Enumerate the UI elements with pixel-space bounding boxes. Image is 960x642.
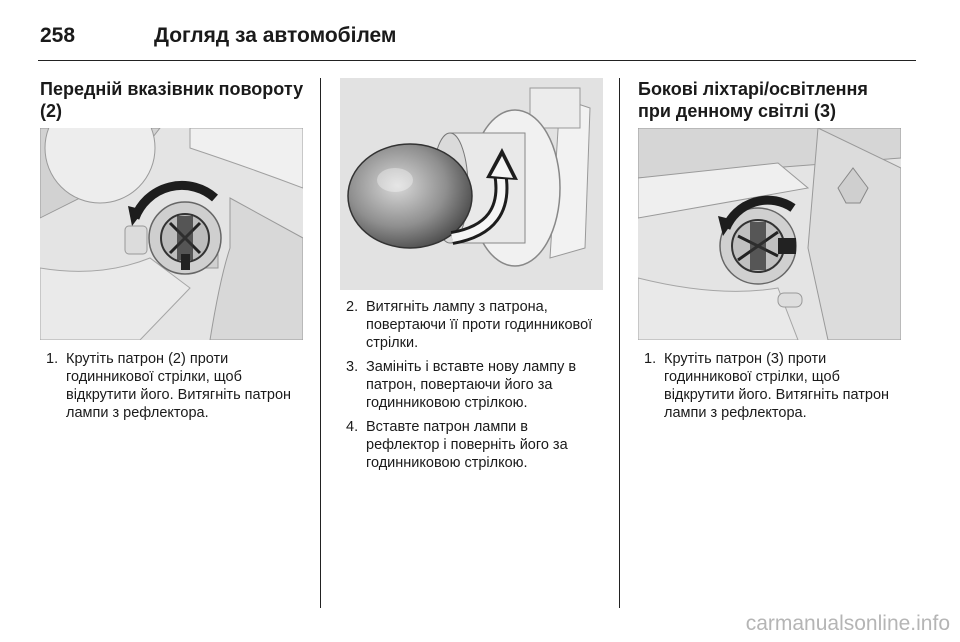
step-text: Крутіть патрон (2) проти годинникової стрілки, щоб відкрутити його. Витягніть патрон лампи з рефлектора. bbox=[66, 351, 292, 421]
step-number: 2. bbox=[346, 299, 359, 315]
list-item bbox=[40, 350, 304, 422]
list-item bbox=[638, 350, 902, 422]
step-text: Витягніть лампу з патрона, повертаючи її проти годинникової стрілки. bbox=[366, 299, 593, 351]
step-number: 1. bbox=[46, 351, 59, 367]
steps-list bbox=[638, 350, 902, 428]
page-header bbox=[38, 14, 916, 61]
figure-front-indicator-socket bbox=[40, 128, 303, 340]
step-number: 4. bbox=[346, 419, 359, 435]
bulb-socket-illustration bbox=[340, 78, 603, 290]
step-text: Замініть і вставте нову лампу в патрон, повертаючи його за годинниковою стрілкою. bbox=[366, 359, 577, 411]
step-text: Крутіть патрон (3) проти годинникової стрілки, щоб відкрутити його. Витягніть патрон лампи з рефлектора. bbox=[664, 351, 890, 421]
steps-list bbox=[340, 298, 604, 478]
column-divider bbox=[619, 78, 620, 608]
side-light-socket-illustration bbox=[638, 128, 901, 340]
headlamp-socket-illustration bbox=[40, 128, 303, 340]
list-item bbox=[340, 418, 604, 472]
column-side-light bbox=[636, 60, 904, 610]
column-front-indicator bbox=[38, 60, 306, 610]
section-heading: Передній вказівник повороту (2) bbox=[40, 79, 304, 121]
list-item bbox=[340, 298, 604, 352]
watermark: carmanualsonline.info bbox=[745, 612, 950, 635]
column-divider bbox=[320, 78, 321, 608]
step-number: 1. bbox=[644, 351, 657, 367]
figure-bulb-removal bbox=[340, 78, 603, 290]
steps-list bbox=[40, 350, 304, 428]
column-bulb-replacement bbox=[338, 60, 606, 610]
step-number: 3. bbox=[346, 359, 359, 375]
page-number: 258 bbox=[40, 24, 76, 47]
step-text: Вставте патрон лампи в рефлектор і поверніть його за годинниковою стрілкою. bbox=[366, 419, 568, 471]
section-heading: Бокові ліхтарі/освітлення при денному світлі (3) bbox=[638, 79, 868, 121]
page-title: Догляд за автомобілем bbox=[154, 24, 397, 47]
list-item bbox=[340, 358, 604, 412]
figure-side-light-socket bbox=[638, 128, 901, 340]
